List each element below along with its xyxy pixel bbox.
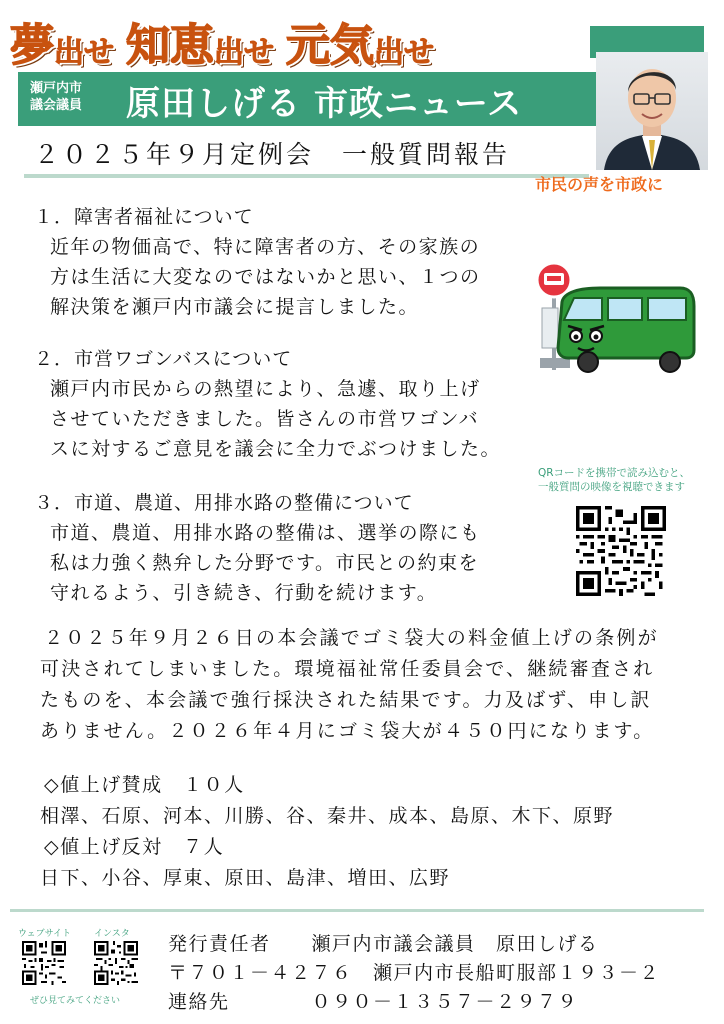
affiliation-line-2: 議会議員 <box>30 98 83 113</box>
section-line: 近年の物価高で、特に障害者の方、その家族の <box>50 236 481 258</box>
section-heading: ２．市営ワゴンバスについて <box>34 348 293 370</box>
section-line: 方は生活に大変なのではないかと思い、１つの <box>50 266 481 288</box>
please-view-label: ぜひ見てみてください <box>30 996 121 1006</box>
slogan-suffix-1: 出せ <box>54 35 114 70</box>
slogan-word-1: 夢 <box>10 20 54 71</box>
website-label: ウェブサイト <box>18 929 72 939</box>
section-line: 守れるよう、引き続き、行動を続けます。 <box>50 582 438 604</box>
video-qr-code[interactable] <box>576 506 666 596</box>
bus-illustration <box>530 258 700 378</box>
portrait-photo <box>596 52 708 170</box>
note-line: たものを、本会議で強行採決された結果です。力及ばず、申し訳 <box>40 689 652 711</box>
slogan-suffix-3: 出せ <box>374 35 434 70</box>
website-qr-code[interactable] <box>22 941 66 985</box>
section-heading: １．障害者福祉について <box>34 206 254 228</box>
qr-caption-line-1: QRコードを携帯で読み込むと、 <box>538 467 691 479</box>
footer-divider <box>10 909 704 912</box>
section-line: 市道、農道、用排水路の整備は、選挙の際にも <box>50 522 481 544</box>
contact-line: 連絡先 ０９０－１３５７－２９７９ <box>168 991 579 1013</box>
slogan <box>10 6 446 71</box>
section-welfare <box>34 202 481 322</box>
vote-against-label: ◇値上げ反対 ７人 <box>44 836 225 858</box>
vote-for-names: 相澤、石原、河本、川勝、谷、秦井、成本、島原、木下、原野 <box>40 805 615 827</box>
slogan-word-3: 元気 <box>286 20 374 71</box>
note-line: ２０２５年９月２６日の本会議でゴミ袋大の料金値上げの条例が <box>44 627 659 649</box>
section-heading: ３．市道、農道、用排水路の整備について <box>34 492 414 514</box>
slogan-suffix-2: 出せ <box>214 35 274 70</box>
report-title: ２０２５年９月定例会 一般質問報告 <box>34 140 511 169</box>
note-line: 可決されてしまいました。環境福祉常任委員会で、継続審査され <box>40 658 655 680</box>
section-wagon-bus <box>34 344 501 464</box>
insta-label: インスタ <box>94 929 130 939</box>
section-road-maintenance <box>34 488 481 608</box>
qr-caption-line-2: 一般質問の映像を視聴できます <box>538 481 685 493</box>
affiliation-line-1: 瀬戸内市 <box>30 81 83 96</box>
section-line: 瀬戸内市民からの熱望により、急遽、取り上げ <box>50 378 481 400</box>
qr-caption <box>538 466 690 494</box>
garbage-bag-note <box>40 623 659 747</box>
vote-against-names: 日下、小谷、厚東、原田、島津、増田、広野 <box>40 867 451 889</box>
note-line: ありません。２０２６年４月にゴミ袋大が４５０円になります。 <box>40 720 655 742</box>
instagram-qr-code[interactable] <box>94 941 138 985</box>
affiliation <box>30 80 82 114</box>
section-line: 私は力強く熱弁した分野です。市民との約束を <box>50 552 479 574</box>
newsletter-title: 原田しげる 市政ニュース <box>126 84 523 124</box>
publisher-line: 発行責任者 瀬戸内市議会議員 原田しげる <box>168 933 599 955</box>
vote-for-label: ◇値上げ賛成 １０人 <box>44 774 245 796</box>
section-line: スに対するご意見を議会に全力でぶつけました。 <box>50 438 502 460</box>
section-line: 解決策を瀬戸内市議会に提言しました。 <box>50 296 420 318</box>
title-divider <box>24 174 589 178</box>
section-line: させていただきました。皆さんの市営ワゴンバ <box>50 408 480 430</box>
catchphrase: 市民の声を市政に <box>535 175 664 194</box>
address-line: 〒７０１－４２７６ 瀬戸内市長船町服部１９３－２ <box>168 962 661 984</box>
slogan-word-2: 知恵 <box>126 20 214 71</box>
